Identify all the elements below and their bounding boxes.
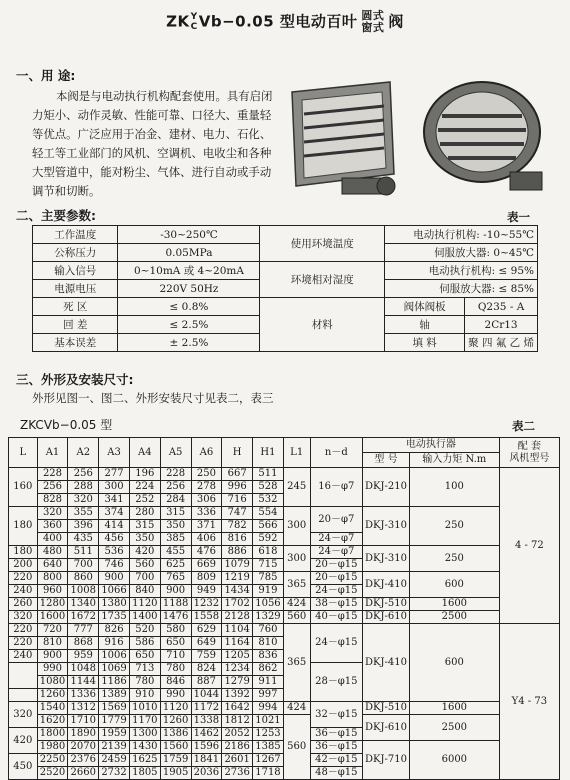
table-row: 828 320 341 252 284 306 716 532	[9, 494, 560, 507]
table-row: 240 960 1008 1066 840 900 949 1434 919 24－φ15	[9, 585, 560, 598]
section3-note: 外形见图一、图二、外形安装尺寸见表二，表三	[32, 391, 274, 405]
dimensions-table	[8, 437, 560, 780]
table-row: 450 2250 2376 2459 1625 1759 1841 2601 1267 42－φ15	[9, 754, 560, 767]
table-row: 220 810 868 916 586 650 649 1164 810	[9, 637, 560, 650]
table-row: 1620 1710 1779 1170 1260 1338 1812 1021 560 DKJ-610 2500	[9, 715, 560, 728]
table-row: 180 320 355 374 280 315 336 747 554 300 20－φ7 DKJ-310 250	[9, 507, 560, 520]
table-row: 400 435 456 350 385 406 816 592 24－φ7	[9, 533, 560, 546]
table-row: 990 1048 1069 713 780 824 1234 862 28－φ15	[9, 663, 560, 676]
table-row: 360 396 414 315 350 371 782 566	[9, 520, 560, 533]
table-row: 电源电压 220V 50Hz 伺服放大器: ≤ 85%	[33, 280, 538, 298]
title-options: 圆式 窗式	[361, 9, 385, 34]
table-row: 1980 2070 2139 1430 1560 1596 2186 1385 36－φ15 DKJ-710 6000	[9, 741, 560, 754]
title-suffix: 阀	[388, 12, 404, 31]
table-row: 260 1280 1340 1380 1120 1188 1232 1702 1056 424 38－φ15 DKJ-510 1600	[9, 598, 560, 611]
title-prefix: ZK	[166, 12, 190, 31]
table-row: 160 228 256 277 196 228 250 667 511 245 16－φ7 DKJ-210 100 4 - 72	[9, 468, 560, 481]
table-row: 2520 2660 2732 1805 1905 2036 2736 1718 48－φ15	[9, 767, 560, 780]
table-row: 死 区 ≤ 0.8% 材料 阀体阀板 Q235 - A	[33, 298, 538, 316]
page-title	[0, 10, 570, 34]
table-row: 200 640 700 746 560 625 669 1079 715 20－φ15	[9, 559, 560, 572]
table2-label: 表二	[512, 419, 535, 433]
model-label: ZKCVb−0.05 型	[20, 418, 113, 432]
parameters-table	[32, 225, 538, 352]
table-row: 220 720 777 826 520 580 629 1104 760 365 24－φ15 DKJ-410 600 Y4 - 73	[9, 624, 560, 637]
table-row: 320 1540 1312 1569 1010 1120 1172 1642 994 424 32－φ15 DKJ-510 1600	[9, 702, 560, 715]
table-row: 回 差 ≤ 2.5% 轴 2Cr13	[33, 316, 538, 334]
table-row: 工作温度 -30~250℃ 使用环境温度 电动执行机构: -10~55℃	[33, 226, 538, 244]
table-row: 240 900 959 1006 650 710 759 1205 836	[9, 650, 560, 663]
table-header: L A1 A2 A3 A4 A5 A6 H H1 L1 n－d 电动执行器 配 套 风机型号	[9, 438, 560, 453]
table-row: 420 1800 1890 1959 1300 1386 1462 2052 1253 36－φ15	[9, 728, 560, 741]
valve-photos	[282, 74, 552, 202]
table-row: 220 800 860 900 700 765 809 1219 785 365 20－φ15 DKJ-410 600	[9, 572, 560, 585]
title-yc: Y C	[190, 12, 198, 32]
table1-label: 表一	[507, 210, 530, 224]
section1-heading: 一、用 途:	[16, 68, 76, 83]
table-row: 公称压力 0.05MPa 伺服放大器: 0~45℃	[33, 244, 538, 262]
table-row: 180 480 511 536 420 455 476 886 618 300 24－φ7 DKJ-310 250	[9, 546, 560, 559]
table-row: 基本误差 ± 2.5% 填 料 聚 四 氟 乙 烯	[33, 334, 538, 352]
table-row: 320 1600 1672 1735 1400 1476 1558 2128 1329 560 40－φ15 DKJ-610 2500	[9, 611, 560, 624]
title-main: Vb−0.05 型电动百叶	[198, 12, 358, 31]
table-row: 256 288 300 224 256 278 996 528	[9, 481, 560, 494]
table-row: 输入信号 0~10mA 或 4~20mA 环境相对湿度 电动执行机构: ≤ 95%	[33, 262, 538, 280]
table-header: 型 号 输入力矩 N.m	[9, 453, 560, 468]
table-row: 1260 1336 1389 910 990 1044 1392 997	[9, 689, 560, 702]
section3-heading: 三、外形及安装尺寸:	[16, 372, 134, 387]
section2-heading: 二、主要参数:	[16, 208, 96, 223]
section1-text: 本阀是与电动执行机构配套使用。具有启闭力矩小、动作灵敏、性能可靠、口径大、重量轻等优点。广泛应用于冶金、建材、电力、石化、轻工等工业部门的风机、空调机、电收尘和各种大型管道中，能对粉尘、气体、进行自动或手动调节和切断。	[32, 89, 273, 198]
window-valve-image	[292, 82, 395, 195]
table-row: 1080 1144 1186 780 846 887 1279 911	[9, 676, 560, 689]
